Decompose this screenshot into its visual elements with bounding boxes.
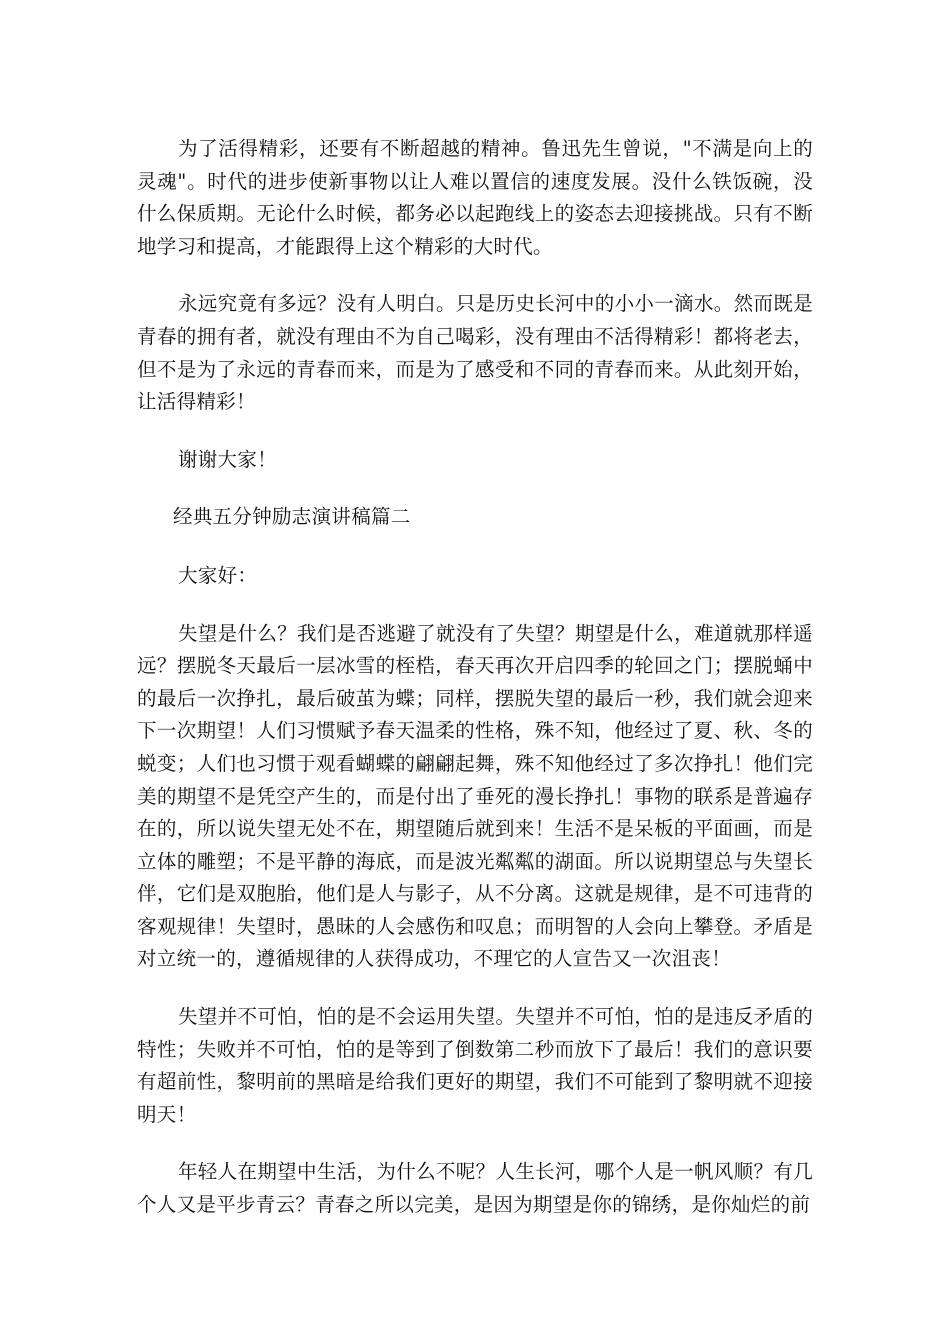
paragraph-live-brilliantly: 为了活得精彩，还要有不断超越的精神。鲁迅先生曾说，"不满是向上的灵魂"。时代的进步使新事物以让人难以置信的速度发展。没什么铁饭碗，没什么保质期。无论什么时候，都务必以起跑线上的姿态去迎接挑战。只有不断地学习和提高，才能跟得上这个精彩的大时代。	[137, 137, 813, 258]
greeting: 大家好：	[177, 563, 258, 587]
paragraph-gap	[137, 263, 813, 288]
paragraph-gap	[137, 1131, 813, 1156]
paragraph-young-people-hope: 年轻人在期望中生活，为什么不呢？人生长河，哪个人是一帆风顺？有几个人又是平步青云？青春之所以完美，是因为期望是你的锦绣，是你灿烂的前	[137, 1160, 813, 1217]
paragraph-thanks: 谢谢大家！	[177, 447, 277, 471]
paragraph-gap	[137, 976, 813, 1001]
paragraph-what-is-disappointment: 失望是什么？我们是否逃避了就没有了失望？期望是什么，难道就那样遥远？摆脱冬天最后一层冰雪的桎梏，春天再次开启四季的轮回之门；摆脱蛹中的最后一次挣扎，最后破茧为蝶；同样，摆脱失望的最后一秒，我们就会迎来下一次期望！人们习惯赋予春天温柔的性格，殊不知，他经过了夏、秋、冬的蜕变；人们也习惯于观看蝴蝶的翩翩起舞，殊不知他经过了多次挣扎！他们完美的期望不是凭空产生的，而是付出了垂死的漫长挣扎！事物的联系是普遍存在的，所以说失望无处不在，期望随后就到来！生活不是呆板的平面画，而是立体的雕塑；不是平静的海底，而是波光粼粼的湖面。所以说期望总与失望长伴，它们是双胞胎，他们是人与影子，从不分离。这就是规律，是不可违背的客观规律！失望时，愚昧的人会感伤和叹息；而明智的人会向上攀登。矛盾是对立统一的，遵循规律的人获得成功，不理它的人宣告又一次沮丧！	[137, 621, 813, 971]
paragraph-how-far-is-forever: 永远究竟有多远？没有人明白。只是历史长河中的小小一滴水。然而既是青春的拥有者，就没有理由不为自己喝彩，没有理由不活得精彩！都将老去，但不是为了永远的青春而来，而是为了感受和不同的青春而来。从此刻开始，让活得精彩！	[137, 292, 813, 414]
paragraph-gap	[137, 534, 813, 560]
paragraph-disappointment-not-scary: 失望并不可怕，怕的是不会运用失望。失望并不可怕，怕的是违反矛盾的特性；失败并不可怕，怕的是等到了倒数第二秒而放下了最后！我们的意识要有超前性，黎明前的黑暗是给我们更好的期望，我们不可能到了黎明就不迎接明天！	[137, 1005, 813, 1126]
paragraph-gap	[137, 419, 813, 444]
section-title: 经典五分钟励志演讲稿篇二	[173, 505, 411, 529]
document-body	[137, 133, 813, 1222]
paragraph-gap	[137, 476, 813, 501]
paragraph-gap	[137, 593, 813, 618]
